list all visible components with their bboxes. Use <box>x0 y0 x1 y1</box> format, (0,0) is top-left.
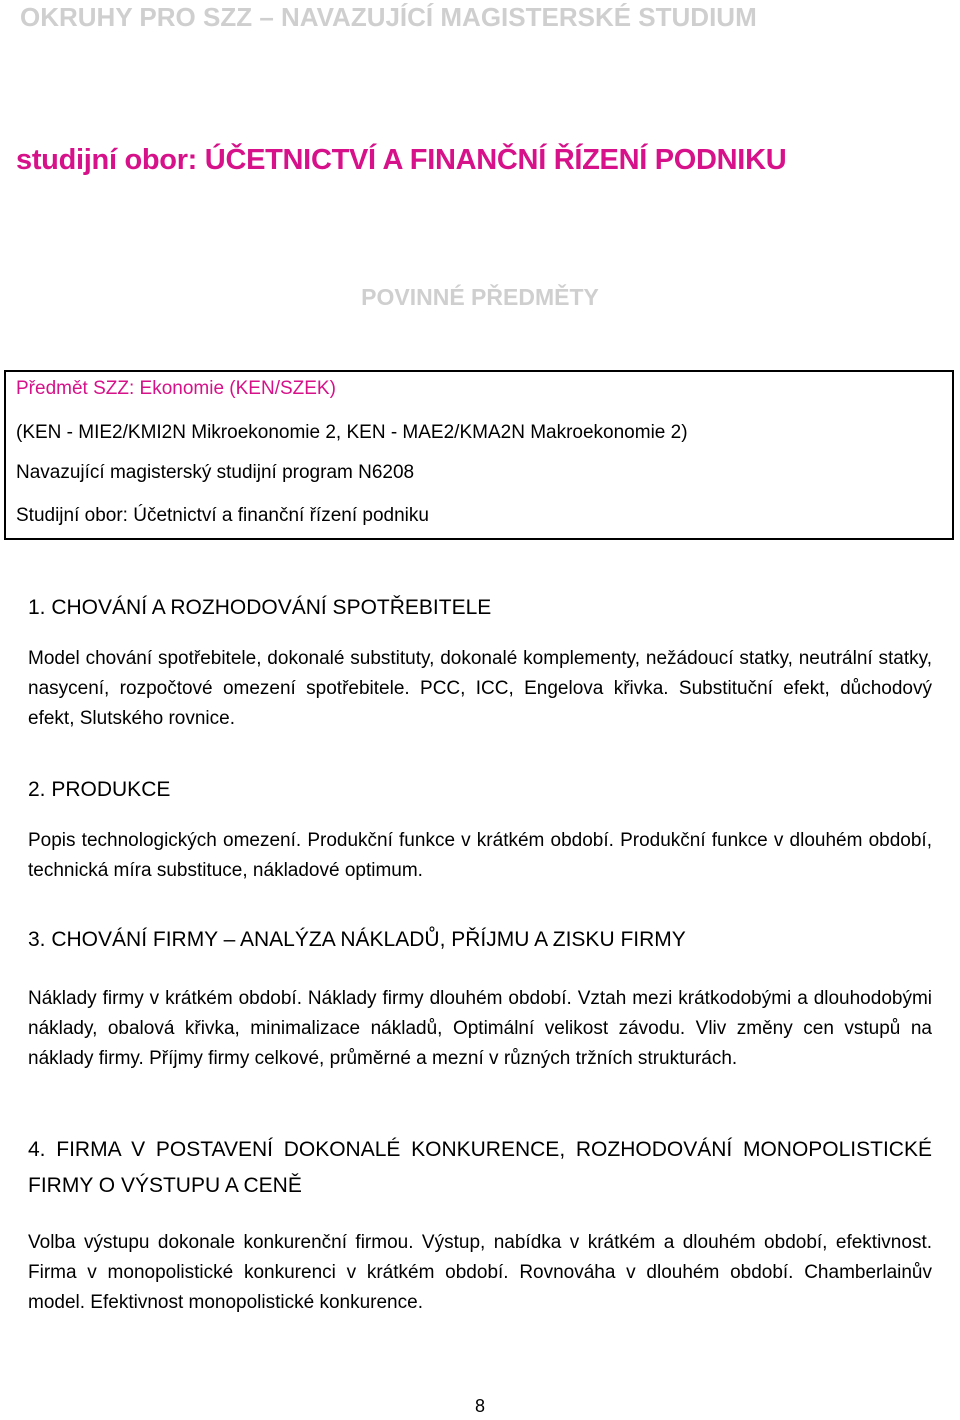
topic-body: Popis technologických omezení. Produkční funkce v krátkém období. Produkční funkce v dlouhém období, technická míra substituce, nákladové optimum. <box>28 830 932 881</box>
topic-body: Náklady firmy v krátkém období. Náklady firmy dlouhém období. Vztah mezi krátkodobými a dlouhodobými náklady, obalová křivka, minimalizace nákladů, Optimální velikost závodu. Vliv změny cen vstupů na náklady firmy. Příjmy firmy celkové, průměrné a mezní v různých tržních strukturách. <box>28 988 932 1069</box>
study-program: Navazující magisterský studijní program N6208 <box>16 462 415 483</box>
topic-heading: 2. PRODUKCE <box>28 778 171 801</box>
topic-2 <box>28 772 932 886</box>
topic-body: Model chování spotřebitele, dokonalé substituty, dokonalé komplementy, nežádoucí statky, neutrální statky, nasycení, rozpočtové omezení spotřebitele. PCC, ICC, Engelova křivka. Substituční efekt, důchodový efekt, Slutského rovnice. <box>28 648 932 729</box>
subject-courses: (KEN - MIE2/KMI2N Mikroekonomie 2, KEN - MAE2/KMA2N Makroekonomie 2) <box>16 422 688 443</box>
topic-4 <box>28 1132 932 1318</box>
topic-3 <box>28 922 932 1074</box>
topic-1 <box>28 590 932 734</box>
topic-body: Volba výstupu dokonale konkurenční firmou. Výstup, nabídka v krátkém a dlouhém období, efektivnost. Firma v monopolistické konkurenci v krátkém období. Rovnováha v dlouhém období. Chamberlainův model. Efektivnost monopolistické konkurence. <box>28 1232 932 1313</box>
subject-info-box <box>4 370 954 540</box>
section-heading: POVINNÉ PŘEDMĚTY <box>361 284 599 310</box>
field-of-study-title: studijní obor: ÚČETNICTVÍ A FINANČNÍ ŘÍZENÍ PODNIKU <box>16 144 787 176</box>
document-title: OKRUHY PRO SZZ – NAVAZUJÍCÍ MAGISTERSKÉ STUDIUM <box>20 2 757 32</box>
page-number: 8 <box>474 1396 485 1416</box>
study-field: Studijní obor: Účetnictví a finanční řízení podniku <box>16 505 429 526</box>
topic-heading: 1. CHOVÁNÍ A ROZHODOVÁNÍ SPOTŘEBITELE <box>28 596 492 619</box>
subject-name: Předmět SZZ: Ekonomie (KEN/SZEK) <box>16 378 336 399</box>
topic-heading: 4. FIRMA V POSTAVENÍ DOKONALÉ KONKURENCE, ROZHODOVÁNÍ MONOPOLISTICKÉ FIRMY O VÝSTUPU A CENĚ <box>28 1138 932 1197</box>
topic-heading: 3. CHOVÁNÍ FIRMY – ANALÝZA NÁKLADŮ, PŘÍJMU A ZISKU FIRMY <box>28 928 686 951</box>
